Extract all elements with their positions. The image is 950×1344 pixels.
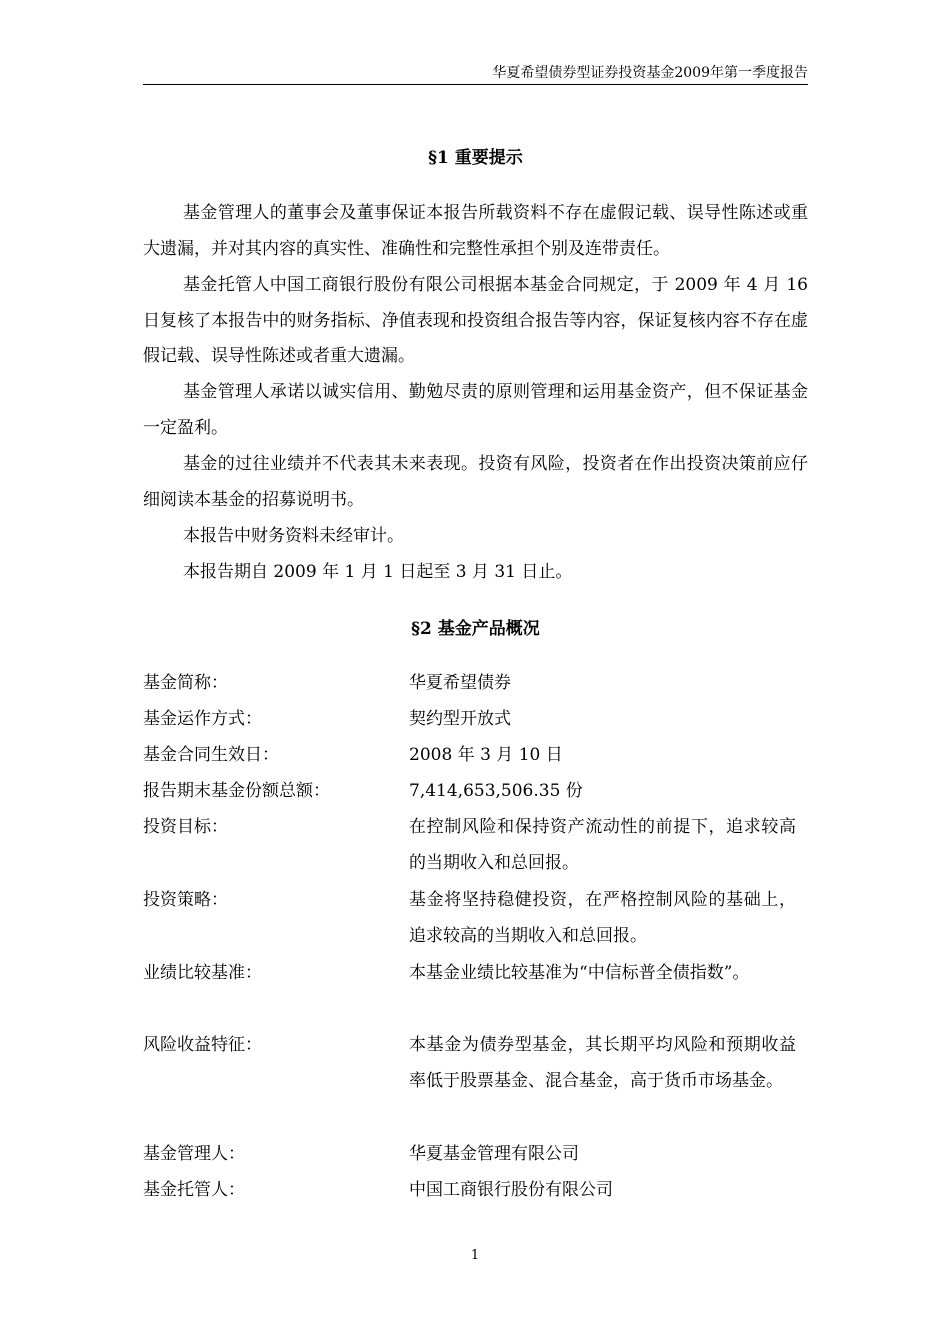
header-divider — [143, 84, 808, 85]
fund-info-label: 基金运作方式： — [143, 709, 262, 729]
fund-info-label: 基金托管人： — [143, 1180, 245, 1200]
fund-info-value: 2008 年 3 月 10 日 — [409, 745, 563, 765]
notice-paragraph: 基金的过往业绩并不代表其未来表现。投资有风险，投资者在作出投资决策前应仔细阅读本基金的招募说明书。 — [143, 454, 808, 510]
fund-info-label: 业绩比较基准： — [143, 963, 262, 983]
fund-info-value: 7,414,653,506.35 份 — [409, 781, 583, 801]
fund-info-label: 报告期末基金份额总额： — [143, 781, 330, 801]
fund-info-value: 基金将坚持稳健投资，在严格控制风险的基础上，追求较高的当期收入和总回报。 — [409, 890, 796, 946]
section-1-title: §1 重要提示 — [428, 148, 523, 168]
fund-info-label: 基金简称： — [143, 673, 228, 693]
fund-info-label: 投资策略： — [143, 890, 228, 910]
fund-info-value: 本基金为债券型基金，其长期平均风险和预期收益率低于股票基金、混合基金，高于货币市场基金。 — [409, 1035, 796, 1091]
notice-paragraph: 本报告中财务资料未经审计。 — [183, 526, 404, 546]
notice-paragraph: 基金管理人的董事会及董事保证本报告所载资料不存在虚假记载、误导性陈述或重大遗漏，并对其内容的真实性、准确性和完整性承担个别及连带责任。 — [143, 203, 808, 259]
running-header: 华夏希望债券型证券投资基金2009年第一季度报告 — [492, 65, 808, 81]
notice-paragraph: 基金托管人中国工商银行股份有限公司根据本基金合同规定，于 2009 年 4 月 16 日复核了本报告中的财务指标、净值表现和投资组合报告等内容，保证复核内容不存在虚假记载、误导性陈述或者重大遗漏。 — [143, 275, 808, 366]
page-number: 1 — [470, 1248, 480, 1263]
fund-info-label: 投资目标： — [143, 817, 228, 837]
fund-info-value: 契约型开放式 — [409, 709, 511, 729]
notice-paragraph: 本报告期自 2009 年 1 月 1 日起至 3 月 31 日止。 — [183, 562, 573, 582]
fund-info-value: 华夏基金管理有限公司 — [409, 1144, 579, 1164]
fund-info-value: 中国工商银行股份有限公司 — [409, 1180, 613, 1200]
fund-info-value: 本基金业绩比较基准为“中信标普全债指数”。 — [409, 963, 750, 983]
fund-info-label: 基金合同生效日： — [143, 745, 279, 765]
fund-info-value: 华夏希望债券 — [409, 673, 511, 693]
fund-info-label: 风险收益特征： — [143, 1035, 262, 1055]
fund-info-value: 在控制风险和保持资产流动性的前提下，追求较高的当期收入和总回报。 — [409, 817, 796, 873]
fund-info-label: 基金管理人： — [143, 1144, 245, 1164]
notice-paragraph: 基金管理人承诺以诚实信用、勤勉尽责的原则管理和运用基金资产，但不保证基金一定盈利。 — [143, 382, 808, 438]
section-2-title: §2 基金产品概况 — [411, 619, 540, 639]
